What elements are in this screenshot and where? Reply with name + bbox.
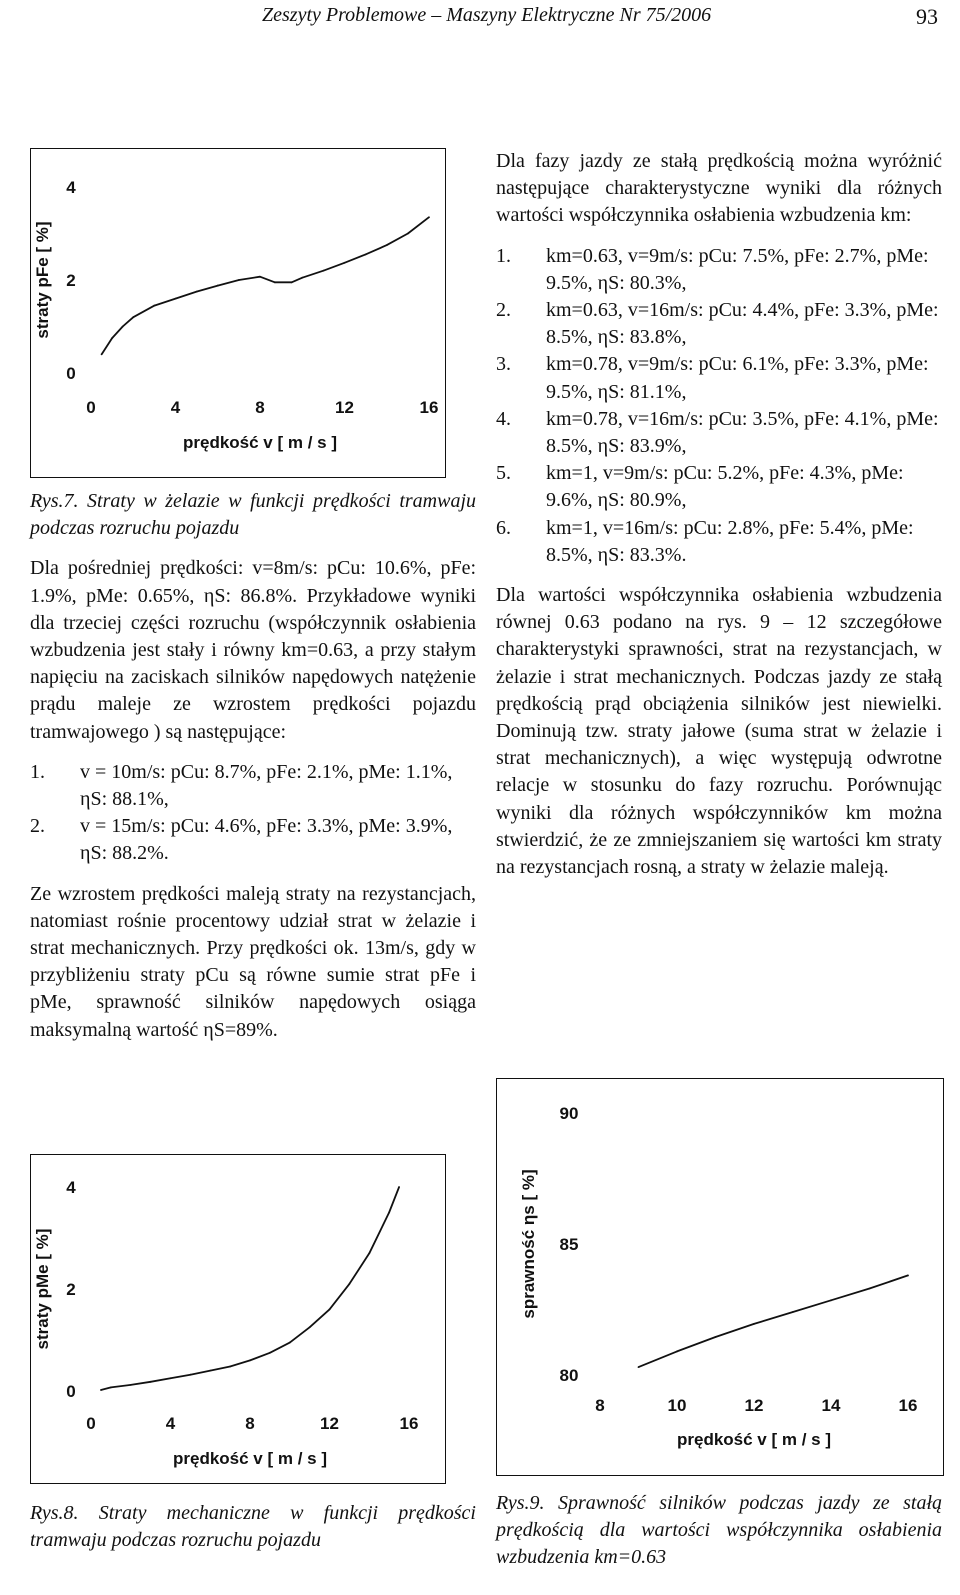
figure-9-caption-block [496, 1490, 942, 1585]
data-point [638, 1366, 640, 1368]
chart-fe-losses [30, 148, 446, 478]
data-point [111, 337, 113, 339]
figure-7-caption: Rys.7. Straty w żelazie w funkcji prędkości tramwaju podczas rozruchu pojazdu [30, 490, 476, 540]
data-point [259, 276, 261, 278]
right-column [496, 148, 942, 894]
data-point [368, 1252, 370, 1254]
y-tick-label: 80 [559, 1366, 579, 1385]
data-point [715, 1336, 717, 1338]
data-point [150, 1381, 152, 1383]
data-point [153, 305, 155, 307]
data-point [289, 1342, 291, 1344]
data-point [348, 1283, 350, 1285]
left-paragraph-2: Ze wzrostem prędkości maleją straty na rezystancjach, natomiast rośnie procentowy udział strat w żelazie i strat mechanicznych. Przy prędkości ok. 13m/s, gdy w przybliżeniu straty pCu są równe sumie strat pFe i pMe, sprawność silników napędowych osiąga maksymalną wartość ηS=89%. [30, 882, 476, 1041]
y-tick-label: 85 [559, 1235, 579, 1254]
y-tick-label: 4 [66, 1178, 76, 1197]
data-point [238, 279, 240, 281]
x-tick-label: 4 [165, 1414, 176, 1433]
right-paragraph-2: Dla wartości współczynnika osłabienia wzbudzenia równej 0.63 podano na rys. 9 – 12 szczegółowe charakterystyki sprawności, strat na rezystancjach, w żelazie i strat mechanicznych. Podczas jazdy ze stałą prędkością prąd obciążenia silników jest niewielki. Dominują tzw. straty jałowe (suma strat w żelazie i strat mechanicznych), a więc występują odwrotne relacje w stosunku do fazy rozruchu. Porównując wyniki dla różnych współczynników km można stwierdzić, że ze zmniejszaniem się wartości km straty na rezystancjach rosną, a straty w żelazie maleją. [496, 584, 942, 879]
data-point [428, 216, 430, 218]
data-point [676, 1351, 678, 1353]
list-item: 1. km=0.63, v=9m/s: pCu: 7.5%, pFe: 2.7%, pMe: 9.5%, ηS: 80.3%, [496, 244, 929, 294]
data-point [189, 1374, 191, 1376]
y-axis-label: straty pMe [ %] [33, 1228, 52, 1350]
x-axis-label: prędkość v [ m / s ] [183, 433, 337, 452]
x-tick-label: 12 [744, 1396, 764, 1415]
y-axis-label: straty pFe [ %] [33, 221, 52, 339]
data-point [217, 285, 219, 287]
left-column [30, 488, 476, 1057]
list-item: 1. v = 10m/s: pCu: 8.7%, pFe: 2.1%, pMe: 1.1%, ηS: 88.1%, [30, 760, 453, 811]
x-tick-label: 8 [595, 1396, 605, 1415]
data-point [170, 1377, 172, 1379]
x-tick-label: 8 [255, 398, 265, 417]
data-point [291, 281, 293, 283]
x-tick-label: 12 [335, 398, 354, 417]
y-tick-label: 90 [559, 1104, 579, 1123]
list-item: 2. v = 15m/s: pCu: 4.6%, pFe: 3.3%, pMe: 3.9%, ηS: 88.2%. [30, 815, 453, 865]
data-point [209, 1370, 211, 1372]
x-axis-label: prędkość v [ m / s ] [677, 1430, 831, 1449]
list-item: 2. km=0.63, v=16m/s: pCu: 4.4%, pFe: 3.3%, pMe: 8.5%, ηS: 83.8%, [496, 299, 939, 349]
data-point [792, 1311, 794, 1313]
data-point [365, 254, 367, 256]
journal-title: Zeszyty Problemowe – Maszyny Elektryczne Nr 75/2006 [262, 4, 712, 26]
data-point [249, 1360, 251, 1362]
x-axis-label: prędkość v [ m / s ] [173, 1449, 327, 1468]
data-point [122, 326, 124, 328]
x-tick-label: 16 [399, 1414, 419, 1433]
data-point [753, 1323, 755, 1325]
data-point [274, 281, 276, 283]
data-point [269, 1352, 271, 1354]
chart-svg [31, 149, 445, 477]
data-point [175, 298, 177, 300]
data-point [100, 1389, 102, 1391]
y-axis-label: sprawność ηs [ %] [519, 1169, 538, 1319]
data-point [322, 270, 324, 272]
list-item: 5. km=1, v=9m/s: pCu: 5.2%, pFe: 4.3%, pMe: 9.6%, ηS: 80.9%, [496, 462, 904, 512]
series-line [102, 217, 429, 354]
list-item: 4. km=0.78, v=16m/s: pCu: 3.5%, pFe: 4.1%, pMe: 8.5%, ηS: 83.9%, [496, 407, 939, 458]
y-tick-label: 4 [66, 178, 76, 197]
data-point [388, 1212, 390, 1214]
data-point [110, 1387, 112, 1389]
left-paragraph-1: Dla pośredniej prędkości: v=8m/s: pCu: 10.6%, pFe: 1.9%, pMe: 0.65%, ηS: 86.8%. Przykładowe wyniki dla trzeciej części rozruchu (współczynnik osłabienia wzbudzenia jest stały i równy km=0.63, a przy stałym napięciu na zaciskach silników napędowych natężenie prądu maleje ze wzrostem prędkości pojazdu tramwajowego ) są następujące: [30, 557, 476, 743]
x-tick-label: 0 [86, 1414, 96, 1433]
y-tick-label: 2 [66, 271, 76, 290]
figure-8-caption: Rys.8. Straty mechaniczne w funkcji prędkości tramwaju podczas rozruchu pojazdu [30, 1502, 476, 1552]
x-tick-label: 12 [320, 1414, 339, 1433]
x-tick-label: 8 [245, 1414, 255, 1433]
data-point [344, 262, 346, 264]
data-point [196, 291, 198, 293]
x-tick-label: 16 [419, 398, 439, 417]
series-line [639, 1275, 909, 1367]
page-header [0, 4, 960, 38]
chart-me-losses [30, 1154, 446, 1484]
data-point [830, 1299, 832, 1301]
data-point [130, 1384, 132, 1386]
data-point [329, 1309, 331, 1311]
data-point [407, 233, 409, 235]
figure-9-caption: Rys.9. Sprawność silników podczas jazdy ze stałą prędkością dla wartości współczynnika osłabienia wzbudzenia km=0.63 [496, 1492, 942, 1569]
data-point [229, 1366, 231, 1368]
x-tick-label: 14 [821, 1396, 841, 1415]
figure-8-caption-block [30, 1500, 476, 1567]
data-point [301, 277, 303, 279]
page-number: 93 [916, 4, 938, 29]
chart-efficiency [496, 1078, 944, 1476]
x-tick-label: 4 [170, 398, 181, 417]
y-tick-label: 0 [66, 364, 76, 383]
chart-svg [31, 1155, 445, 1483]
data-point [869, 1288, 871, 1290]
data-point [101, 354, 103, 356]
y-tick-label: 2 [66, 1280, 76, 1299]
data-point [398, 1186, 400, 1188]
data-point [386, 244, 388, 246]
x-tick-label: 10 [667, 1396, 687, 1415]
data-point [132, 316, 134, 318]
right-paragraph-1: Dla fazy jazdy ze stałą prędkością można wyróżnić następujące charakterystyczne wyniki dla różnych wartości współczynnika osłabienia wzbudzenia km: [496, 150, 942, 227]
right-list [496, 243, 942, 569]
y-tick-label: 0 [66, 1382, 76, 1401]
chart-svg [497, 1079, 943, 1475]
data-point [907, 1275, 909, 1277]
data-point [309, 1326, 311, 1328]
left-list [30, 759, 476, 868]
x-tick-label: 0 [86, 398, 96, 417]
list-item: 3. km=0.78, v=9m/s: pCu: 6.1%, pFe: 3.3%, pMe: 9.5%, ηS: 81.1%, [496, 353, 929, 403]
list-item: 6. km=1, v=16m/s: pCu: 2.8%, pFe: 5.4%, pMe: 8.5%, ηS: 83.3%. [496, 516, 914, 566]
x-tick-label: 16 [898, 1396, 918, 1415]
